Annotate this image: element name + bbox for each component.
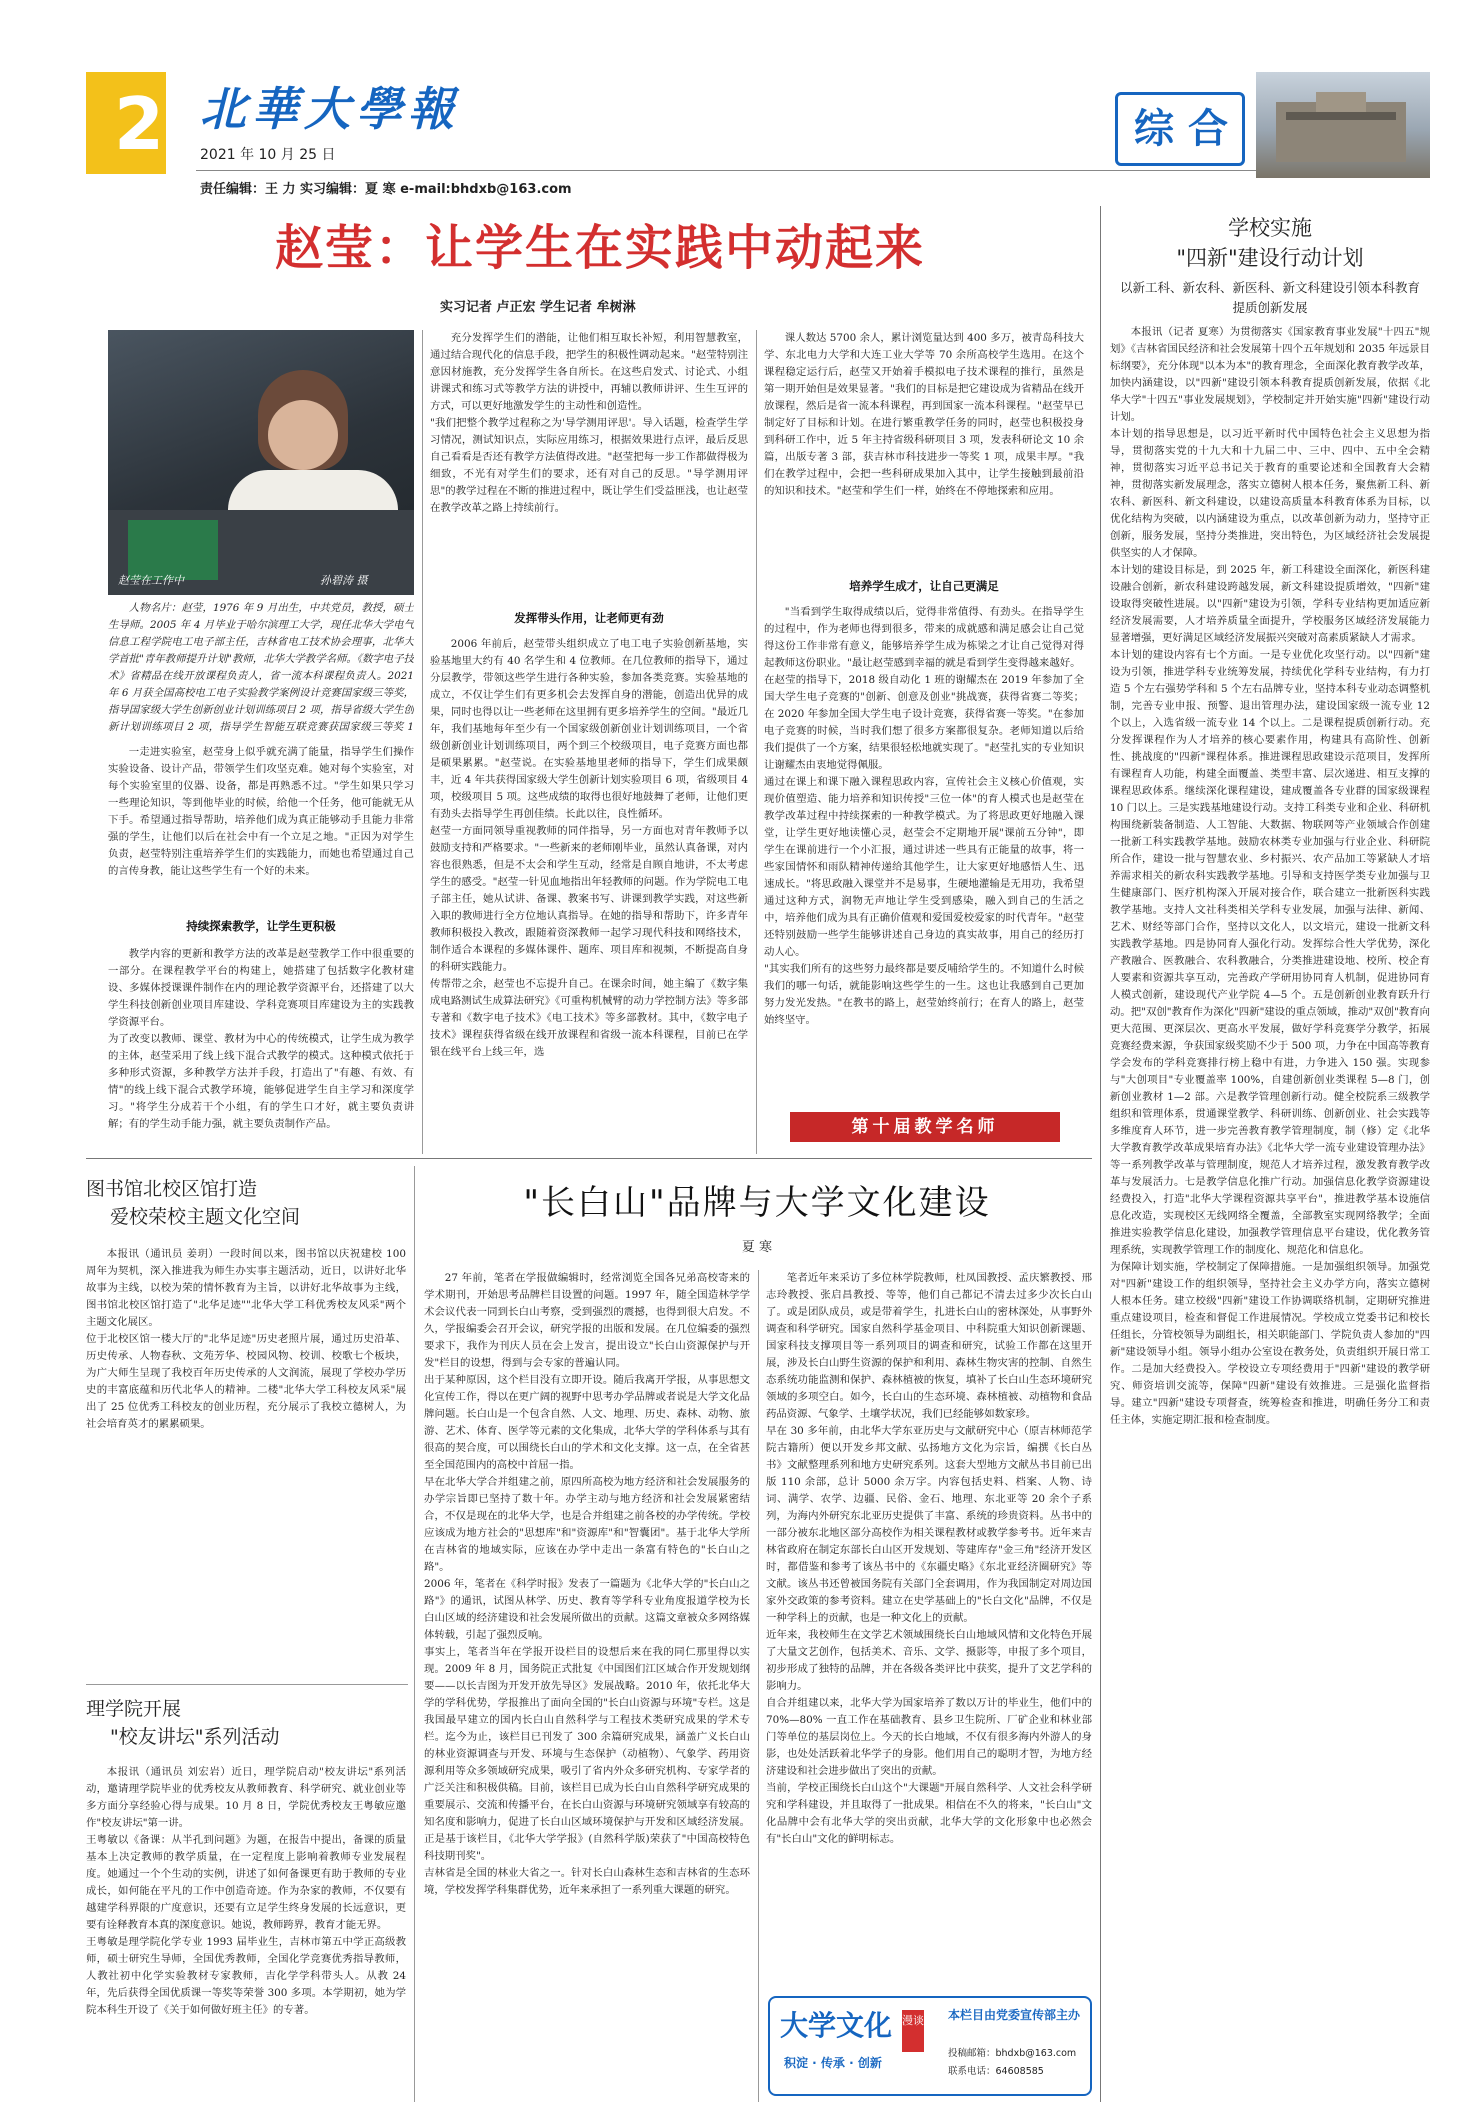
right-article-text: 本报讯（记者 夏寒）为贯彻落实《国家教育事业发展"十四五"规划》《吉林省国民经济和社会发展第十四个五年规划和 2035 年远景目标纲要》，充分体现"以本为本"的教育理念，全面深化教育教学改革，加快内涵建设，以"四新"建设引领本科教育提质创新发展，依据《北华大学"十四五"事业发展规划》，学校制定并开始实施"四新"建设行动计划。 本计划的指导思想是，以习近平新时代中国特色社会主义思想为指导，贯彻落实党的十九大和十九届二中、三中、四中、五中全会精神，贯彻落实习近平总书记关于教育的重要论述和全国教育大会精神，贯彻落实新发展理念，落实立德树人根本任务，聚焦新工科、新农科、新医科、新文科建设，以建设高质量本科教育体系为目标，以优化结构为突破，以内涵建设为重点，以改革创新为动力，坚持守正创新，服务发展，坚持分类推进，突出特色，为区域经济社会发展提供坚实的人才保障。 本计划的建设目标是，到 2025 年，新工科建设全面深化，新医科建设融合创新，新农科建设跨越发展，新文科建设提质增效，"四新"建设取得突破性进展。以"四新"建设为引领，学科专业结构更加适应新经济发展需要，人才培养质量全面提升，学校服务区域经济发展能力显著增强，更好满足区域经济发展振兴突破对高素质紧缺人才需求。 本计划的建设内容有七个方面。一是专业优化攻坚行动。以"四新"建设为引领，推进学科专业统筹发展，持续优化学科专业结构，有力打造 5 个左右强势学科和 5 个左右品牌专业，坚持本科专业动态调整机制，完善专业申报、预警、退出管理办法，建设国家级一流专业 12 个以上，入选省级一流专业 14 个以上。二是课程提质创新行动。充分发挥课程作为人才培养的核心要素作用，构建具有高阶性、创新性、挑战度的"四新"课程体系。推进课程思政建设示范项目，发挥所有课程育人功能，构建全面覆盖、类型丰富、层次递进、相互支撑的课程思政体系。继续深化课程建设，建成覆盖各专业群的国家级课程 10 门以上。三是实践基地建设行动。支持工科类专业和企业、科研机构围绕新装备制造、人工智能、大数据、物联网等产业领域合作创建一批新工科实践教学基地。鼓励农林类专业加强与行业企业、科研院所合作，建设一批与智慧农业、乡村振兴、农产品加工等紧缺人才培养需求相关的新农科实践教学基地。引导和支持医学类专业加强与卫生健康部门、医疗机构深入开展对接合作，联合建立一批新医科实践教学基地。支持人文社科类相关学科专业发展，加强与法律、新闻、艺术、财经等部门合作，坚持以文化人，以文培元，建设一批新文科实践教学基地。四是协同育人强化行动。发挥综合性大学优势，深化产教融合、医教融合、农科教融合，分类推进建设地、校所、校企育人要素和资源共享互动，完善政产学研用协同育人机制，促进协同育人模式创新，建设现代产业学院 4—5 个。五是创新创业教育跃升行动。把"双创"教育作为深化"四新"建设的重点领域，推动"双创"教育向更大范围、更深层次、更高水平发展，做好学科竞赛学分教学，拓展竞赛经费来源，争获国家级奖励不少于 500 项，力争在中国高等教育学会发布的学科竞赛排行榜上稳中有进，力争进入 150 强。实现参与"大创项目"专业覆盖率 100%，自建创新创业类课程 5—8 门，创新创业教材 1—2 部。六是教学管理创新行动。健全校院系三级教学组织和管理体系，贯通课堂教学、科研训练、创新创业、社会实践等多维度育人环节，进一步完善教育教学管理制度，制（修）定《北华大学教育教学改革成果培育办法》《北华大学一流专业建设管理办法》等一系列教学改革与管理制度，规范人才培养过程，激发教育教学改革与发展活力。七是教学信息化推广行动。加强信息化教学资源建设经费投入，打造"北华大学课程资源共享平台"，推进教学基本设施信息化改造，实现校区无线网络全覆盖，全部教室实现网络教学；全面推进实验教学信息化建设，加强教学管理信息平台建设，优化教务管理系统，实现教学管理工作的制度化、规范化和信息化。 为保障计划实施，学校制定了保障措施。一是加强组织领导。加强党对"四新"建设工作的组织领导，坚持社会主义办学方向，落实立德树人根本任务。建立校级"四新"建设工作协调联络机制，定期研究推进重点建设项目，检查和督促工作进展情况。学校成立党委书记和校长任组长，分管校领导为副组长，相关职能部门、学院负责人参加的"四新"建设领导小组。领导小组办公室设在教务处，负责组织开展日常工作。二是加大经费投入。学校设立专项经费用于"四新"建设的教学研究、师资培训交流等，保障"四新"建设有效推进。三是强化监督指导。建立"四新"建设专项督查，统筹检查和推进，明确任务分工和责任主体，实施定期汇报和检查制度。 [1110, 326, 1430, 1426]
lead-subhead-1: 持续探索教学，让学生更积极 [186, 919, 336, 933]
culture-phone: 联系电话：64608585 [948, 2066, 1044, 2077]
lead-col1-text2: 教学内容的更新和教学方法的改革是赵莹教学工作中很重要的一部分。在课程教学平台的构建上，她搭建了包括数字化教材建设、多媒体授课课件制作在内的理论教学资源平台，还搭建了以大学生科技创新创业项目库建设、学科竞赛项目库建设为主的实践教学资源平台。 为了改变以教师、课堂、教材为中心的传统模式，让学生成为教学的主体，赵莹采用了线上线下混合式教学的模式。这种模式依托于多种形式资源，多种教学方法并手段，打造出了"有趣、有效、有情"的线上线下混合式教学环境，能够促进学生自主学习和深度学习。"将学生分成若干个小组，有的学生口才好，就主要负责讲解；有的学生动手能力强，就主要负责制作产品。 [108, 948, 414, 1130]
lead-byline: 实习记者 卢正宏 学生记者 牟树淋 [440, 300, 636, 315]
lead-col3-text2: "当看到学生取得成绩以后，觉得非常值得、有劲头。在指导学生的过程中，作为老师也得到很多，带来的成就感和满足感会让自己觉得这份工作非常有意义，能够培养学生成为栋梁之才让自己觉得对得起教师这份职业。"最让赵莹感到幸福的就是看到学生变得越来越好。 在赵莹的指导下，2018 级自动化 1 班的谢耀杰在 2019 年参加了全国大学生电子竞赛的"创新、创意及创业"挑战赛，获得省赛二等奖；在 2020 年参加全国大学生电子设计竞赛，获得省赛一等奖。"在参加电子竞赛的时候，当时我们想了很多方案都很复杂。老师知道以后给我们提供了一个方案，结果很轻松地就实现了。"赵莹扎实的专业知识让谢耀杰由衷地觉得佩服。 通过在课上和课下融入课程思政内容，宣传社会主义核心价值观，实现价值塑造、能力培养和知识传授"三位一体"的育人模式也是赵莹在教学改革过程中持续探索的一种教学模式。为了将思政更好地融入课堂，让学生更好地读懂心灵，赵莹会不定期地开展"课前五分钟"，即学生在课前进行一个小汇报，通过讲述一些具有正能量的故事，将一些家国情怀和雨队精神传递给其他学生，让大家更好地感悟人生、迅速成长。"将思政融入课堂并不是易事，生硬地灌输是无用功，我希望通过这种方式，润物无声地让学生受到感染，融入到自己的生活之中，培养他们成为具有正确价值观和爱国爱校爱家的时代青年。"赵莹还特别鼓励一些学生能够讲述自己身边的真实故事，用自己的经历打动人心。 "其实我们所有的这些努力最终都是要反哺给学生的。不知道什么时候我们的哪一句话，就能影响这些学生的一生。这也让我感到自己更加努力发光发热。"在教书的路上，赵莹始终前行；在育人的路上，赵莹始终坚守。 [764, 606, 1084, 1026]
photo-credit: 孙碧涛 摄 [320, 574, 368, 587]
section-name: 综 合 [1134, 106, 1228, 152]
page-number: 2 [114, 82, 165, 166]
lead-headline: 赵莹：让学生在实践中动起来 [274, 220, 925, 276]
culture-email: 投稿邮箱：bhdxb@163.com [948, 2048, 1077, 2059]
paper-name: 北華大學報 [200, 82, 460, 136]
lead-col3-text: 课人数达 5700 余人，累计浏览量达到 400 多万，被青岛科技大学、东北电力大学和大连工业大学等 70 余所高校学生选用。在这个课程稳定运行后，赵莹又开始着手模拟电子技术课程的推行，虽然是第一期开始但是效果显著。"我们的目标是把它建设成为省精品在线开放课程，然后是省一流本科课程，再到国家一流本科课程。"赵莹早已制定好了目标和计划。在进行繁重教学任务的同时，赵莹也积极投身到科研工作中，近 5 年主持省级科研项目 3 项，发表科研论文 10 余篇，出版专著 3 部，获吉林市科技进步一等奖 1 项，成果丰厚。"我们在教学过程中，会把一些科研成果加入其中，让学生接触到最前沿的知识和技术。"赵莹和学生们一样，始终在不停地探索和应用。 [764, 332, 1084, 497]
changbai-byline: 夏 寒 [741, 1240, 773, 1255]
issue-date: 2021 年 10 月 25 日 [200, 147, 336, 163]
lecture-title-2: "校友讲坛"系列活动 [110, 1726, 280, 1748]
profile-card: 人物名片：赵莹，1976 年 9 月出生，中共党员，教授，硕士生导师。2005 年 4 月毕业于哈尔滨理工大学，现任北华大学电气信息工程学院电工电子部主任，吉林省电工技术协会理事，北华大学首批"青年教师提升计划"教师，北华大学教学名师。《数字电子技术》省精品在线开放课程负责人，省一流本科课程负责人。2021 年 6 月获全国高校电工电子实验教学案例设计竞赛国家级三等奖，指导国家级大学生创新创业计划训练项目 2 项，指导省级大学生创新计划训练项目 2 项，指导学生智能互联竞赛获国家级三等奖 1 [108, 602, 414, 733]
lead-col2-text2: 2006 年前后，赵莹带头组织成立了电工电子实验创新基地，实验基地里大约有 40 名学生和 4 位教师。在几位教师的指导下，通过分层教学，带领这些学生进行各种实验，参加各类竞赛。实验基地的成立，不仅让学生们有更多机会去发挥自身的潜能，创造出优异的成果，同时也得以让一些老师在这里拥有更多培养学生的空间。"最近几年，我们基地每年至少有一个国家级创新创业计划训练项目，一个省级创新创业计划训练项目，两个到三个校级项目，电子竞赛方面也都是硕果累累。"赵莹说。在实验基地里老师的指导下，学生们成果颇丰，近 4 年共获得国家级大学生创新计划实验项目 6 项，省级项目 4 项，校级项目 5 项。这些成绩的取得也很好地鼓舞了老师，让他们更有劲头去指导学生再创佳绩。长此以往，良性循环。 赵莹一方面同领导重视教师的同伴指导，另一方面也对青年教师予以鼓励支持和严格要求。"一些新来的老师刚毕业，虽然认真备课，对内容也很熟悉，但是不太会和学生互动，经常是自顾自地讲，不太考虑学生的感受。"赵莹一针见血地指出年轻教师的问题。作为学院电工电子部主任，她从试讲、备课、教案书写、讲课到教学实践，对这些新入职的教师进行全方位地认真指导。在她的指导和帮助下，许多青年教师积极投入教改，跟随着资深教师一起学习现代科技和网络技术，制作适合本课程的多媒体课件、题库、项目库和视频，不断提高自身的科研实践能力。 传帮带之余，赵莹也不忘提升自己。在课余时间，她主编了《数字集成电路测试生成算法研究》《可重构机械臂的动力学控制方法》等多部专著和《数字电子技术》《电工技术》等多部教材。其中，《数字电子技术》课程获得省级在线开放课程和省级一流本科课程，目前已在学银在线平台上线三年，选 [430, 638, 748, 1058]
lecture-title-1: 理学院开展 [86, 1698, 182, 1720]
col-divider [756, 330, 757, 1154]
changbai-headline: "长白山"品牌与大学文化建设 [523, 1183, 991, 1223]
col-divider [422, 330, 423, 1154]
library-title-1: 图书馆北校区馆打造 [86, 1178, 258, 1200]
culture-slogan: 积淀 · 传承 · 创新 [784, 2056, 882, 2070]
right-subtitle: 以新工科、新农科、新医科、新文科建设引领本科教育提质创新发展 [1120, 280, 1421, 315]
col-divider [758, 1270, 759, 2102]
culture-brand: 大学文化 [780, 2009, 893, 2042]
campus-photo [1256, 72, 1430, 178]
col-divider [414, 1166, 415, 2102]
right-title-2: "四新"建设行动计划 [1176, 246, 1364, 270]
culture-host: 本栏目由党委宣传部主办 [948, 2008, 1081, 2022]
teacher-series-banner: 第十届教学名师 [790, 1112, 1060, 1142]
lead-col2-text: 充分发挥学生们的潜能，让他们相互取长补短，利用智慧教室，通过结合现代化的信息手段，把学生的积极性调动起来。"赵莹特别注意因材施教，充分发挥学生各自所长。在这些启发式、讨论式、小组讲课式和练习式等教学方法的讲授中，再辅以教师讲评、生生互评的方式，可以更好地激发学生的主动性和创造性。 "我们把整个教学过程称之为'导学测用评思'。导入话题，检查学生学习情况，测试知识点，实际应用练习，根据效果进行点评，最后反思自己看看是否还有教学方法值得改进。"赵莹把每一步工作都做得极为细致，不光有对学生们的要求，还有对自己的反思。"导学测用评思"的教学过程在不断的推进过程中，既让学生们受益匪浅，也让赵莹在教学改革之路上持续前行。 [430, 332, 748, 514]
changbai-col2: 笔者近年来采访了多位林学院教师，杜凤国教授、孟庆繁教授、邢志玲教授、张启昌教授、等等，他们自己都记不清去过多少次长白山了。或是团队成员，或是带着学生，扎进长白山的密林深处，从事野外调查和科学研究。国家自然科学基金项目、中科院重大知识创新课题、国家科技支撑项目等一系列项目的调查和研究，试验工作都在这里开展，涉及长白山野生资源的保护和利用、森林生物灾害的控制、自然生态系统功能监测和保护、森林植被的恢复，填补了长白山生态环境研究领域的多项空白。如今，长白山的生态环境、森林植被、动植物和食品药品资源、气象学、土壤学状况，我们已经能够如数家珍。 早在 30 多年前，由北华大学东亚历史与文献研究中心（原吉林师范学院古籍所）便以开发乡邦文献、弘扬地方文化为宗旨，编撰《长白丛书》文献整理系列和地方史研究系列。这套大型地方文献丛书目前已出版 110 余部，总计 5000 余万字。内容包括史料、档案、人物、诗词、满学、农学、边疆、民俗、金石、地理、东北亚等 20 余个子系列，为海内外研究东北亚历史提供了丰富、系统的珍贵资料。丛书中的一部分被东北地区部分高校作为相关课程教材或教学参考书。近年来吉林省政府在制定东部长白山区开发规划、等建库存"金三角"经济开发区时，都借鉴和参考了该丛书中的《东疆史略》《东北亚经济圈研究》等文献。该丛书还曾被国务院有关部门全套调用，作为我国制定对周边国家外交政策的参考资料。建立在史学基础上的"长白文化"品牌，不仅是一种学科上的贡献，也是一种文化上的贡献。 近年来，我校师生在文学艺术领域围绕长白山地域风情和文化特色开展了大量文艺创作，包括美术、音乐、文学、摄影等，申报了多个项目，初步形成了独特的品牌，并在各级各类评比中获奖，提升了文艺学科的影响力。 自合并组建以来，北华大学为国家培养了数以万计的毕业生，他们中的 70%—80% 一直工作在基础教育、县乡卫生院所、厂矿企业和林业部门等单位的基层岗位上。今天的长白地域，不仅有很多海内外游人的身影，也处处活跃着北华学子的身影。他们用自己的聪明才智，为地方经济建设和社会进步做出了突出的贡献。 当前，学校正围绕长白山这个"大课题"开展自然科学、人文社会科学研究和学科建设，并且取得了一批成果。相信在不久的将来，"长白山"文化品牌中会有北华大学的突出贡献，北华大学的文化形象中也必然会有"长白山"文化的鲜明标志。 [766, 1272, 1092, 1845]
lead-col1-text: 一走进实验室，赵莹身上似乎就充满了能量，指导学生们操作实验设备、设计产品，带领学生们攻坚克难。她对每个实验室，对每个实验室里的仪器、设备，都是再熟悉不过。"学生如果只学习一些理论知识，等到他毕业的时候，给他一个任务，他可能就无从下手。希望通过指导帮助，培养他们成为真正能够动手且能力非常强的学生，让他们以后在社会中有一个立足之地。"正因为对学生负责，赵莹特别注重培养学生们的实践能力，而她也希望通过自己的言传身教，能让这些学生有一个好的未来。 [108, 746, 414, 877]
right-divider [1100, 206, 1101, 2102]
masthead-rule [196, 170, 1426, 171]
changbai-col1: 27 年前，笔者在学报做编辑时，经常浏览全国各兄弟高校寄来的学术期刊，开始思考品牌栏目设置的问题。1997 年，随全国造林学学术会议代表一同到长白山考察，受到强烈的震撼，也得到很大启发。不久，学报编委会召开会议，研究学报的出版和发展。在几位编委的强烈要求下，我作为刊庆人员在会上发言，提出设立"长白山资源保护与开发"栏目的设想，得到与会专家的普遍认同。 出于某种原因，这个栏目没有立即开设。随后我离开学报，从事思想文化宣传工作，得以在更广阔的视野中思考办学品牌或者说是大学文化品牌问题。长白山是一个包含自然、人文、地理、历史、森林、动物、旅游、艺术、体育、医学等元素的文化集成，北华大学的学科体系与其有很高的契合度，可以围绕长白山的学术和文化支撑。这一点，在全省甚至全国范围内的高校中首屈一指。 早在北华大学合并组建之前，原四所高校为地方经济和社会发展服务的办学宗旨即已坚持了数十年。办学主动与地方经济和社会发展紧密结合，不仅是现在的北华大学，也是合并组建之前各校的办学传统。学校应该成为地方社会的"思想库"和"资源库"和"智囊团"。基于北华大学所在吉林省的地域实际，应该在办学中走出一条富有特色的"长白山之路"。 2006 年，笔者在《科学时报》发表了一篇题为《北华大学的"长白山之路"》的通讯，试图从林学、历史、教育等学科专业角度报道学校为长白山区域的经济建设和社会发展所做出的贡献。这篇文章被众多网络媒体转载，引起了强烈反响。 事实上，笔者当年在学报开设栏目的设想后来在我的同仁那里得以实现。2009 年 8 月，国务院正式批复《中国图们江区域合作开发规划纲要——以长吉图为开发开放先导区》发展战略。2010 年，依托北华大学的学科优势，学报推出了面向全国的"长白山资源与环境"专栏。这是我国最早建立的国内长白山自然科学与工程技术类研究成果的学术专栏。迄今为止，该栏目已刊发了 300 余篇研究成果，涵盖广义长白山的林业资源调查与开发、环境与生态保护（动植物）、气象学、药用资源利用等众多领域研究成果，吸引了省内外众多研究机构、专家学者的广泛关注和积极供稿。目前，该栏目已成为长白山自然科学研究成果的重要展示、交流和传播平台，在长白山资源与环境研究领域享有较高的知名度和影响力，促进了长白山区域环境保护与开发和区域经济发展。正是基于该栏目，《北华大学学报》(自然科学版)荣获了"中国高校特色科技期刊奖"。 吉林省是全国的林业大省之一。针对长白山森林生态和吉林省的生态环境，学校发挥学科集群优势，近年来承担了一系列重大课题的研究。 [424, 1272, 750, 1896]
editors-line: 责任编辑：王 力 实习编辑：夏 寒 e-mail:bhdxb@163.com [200, 182, 572, 197]
lead-photo [108, 330, 414, 595]
right-title-1: 学校实施 [1228, 216, 1312, 240]
sub-rule [86, 1684, 408, 1685]
culture-stamp: 漫谈 [902, 2010, 924, 2052]
lead-subhead-3: 培养学生成才，让自己更满足 [849, 579, 999, 593]
section-rule [86, 1158, 1092, 1159]
lecture-text: 本报讯（通讯员 刘宏岩）近日，理学院启动"校友讲坛"系列活动，邀请理学院毕业的优秀校友从教师教育、科学研究、就业创业等多方面分享经验心得与成果。10 月 8 日，学院优秀校友王粤敏应邀作"校友讲坛"第一讲。 王粤敏以《备课：从半孔到问题》为题，在报告中提出，备课的质量基本上决定教师的教学质量，在一定程度上影响着教师专业发展程度。她通过一个个生动的实例，讲述了如何备课更有助于教师的专业成长，如何能在平凡的工作中创造奇迹。作为杂家的教师，不仅要有越建学科界限的广度意识，还要有立足学生终身发展的长远意识，更要有诠释教育本真的深度意识。她说，教师跨界，教育才能无界。 王粤敏是理学院化学专业 1993 届毕业生，吉林市第五中学正高级教师，硕士研究生导师，全国优秀教师，全国化学竞赛优秀指导教师，人教社初中化学实验教材专家教师，吉化学学科带头人。从教 24 年，先后获得全国优质课一等奖等荣誉 300 多项。本学期初，她为学院本科生开设了《关于如何做好班主任》的专著。 [86, 1766, 406, 2016]
library-text: 本报讯（通讯员 姜玥）一段时间以来，图书馆以庆祝建校 100 周年为契机，深入推进我为师生办实事主题活动，近日，以讲好北华故事为主线，以校为荣的情怀教育为主旨，以讲好北华故事为主线，图书馆北校区馆打造了"北华足迹""北华大学工科优秀校友风采"两个主题文化展区。 位于北校区馆一楼大厅的"北华足迹"历史老照片展，通过历史沿革、历史传承、人物春秋、文苑芳华、校园风物、校训、校歌七个板块，为广大师生呈现了我校百年历史传承的人文润流，展现了学校办学历史的丰富底蕴和历代北华人的精神。二楼"北华大学工科校友风采"展出了 25 位优秀工科校友的创业历程，充分展示了我校立德树人，为社会培育英才的累累硕果。 [86, 1248, 406, 1430]
photo-caption: 赵莹在工作中 [118, 574, 184, 587]
lead-subhead-2: 发挥带头作用，让老师更有劲 [514, 611, 664, 625]
library-title-2: 爱校荣校主题文化空间 [110, 1206, 301, 1228]
